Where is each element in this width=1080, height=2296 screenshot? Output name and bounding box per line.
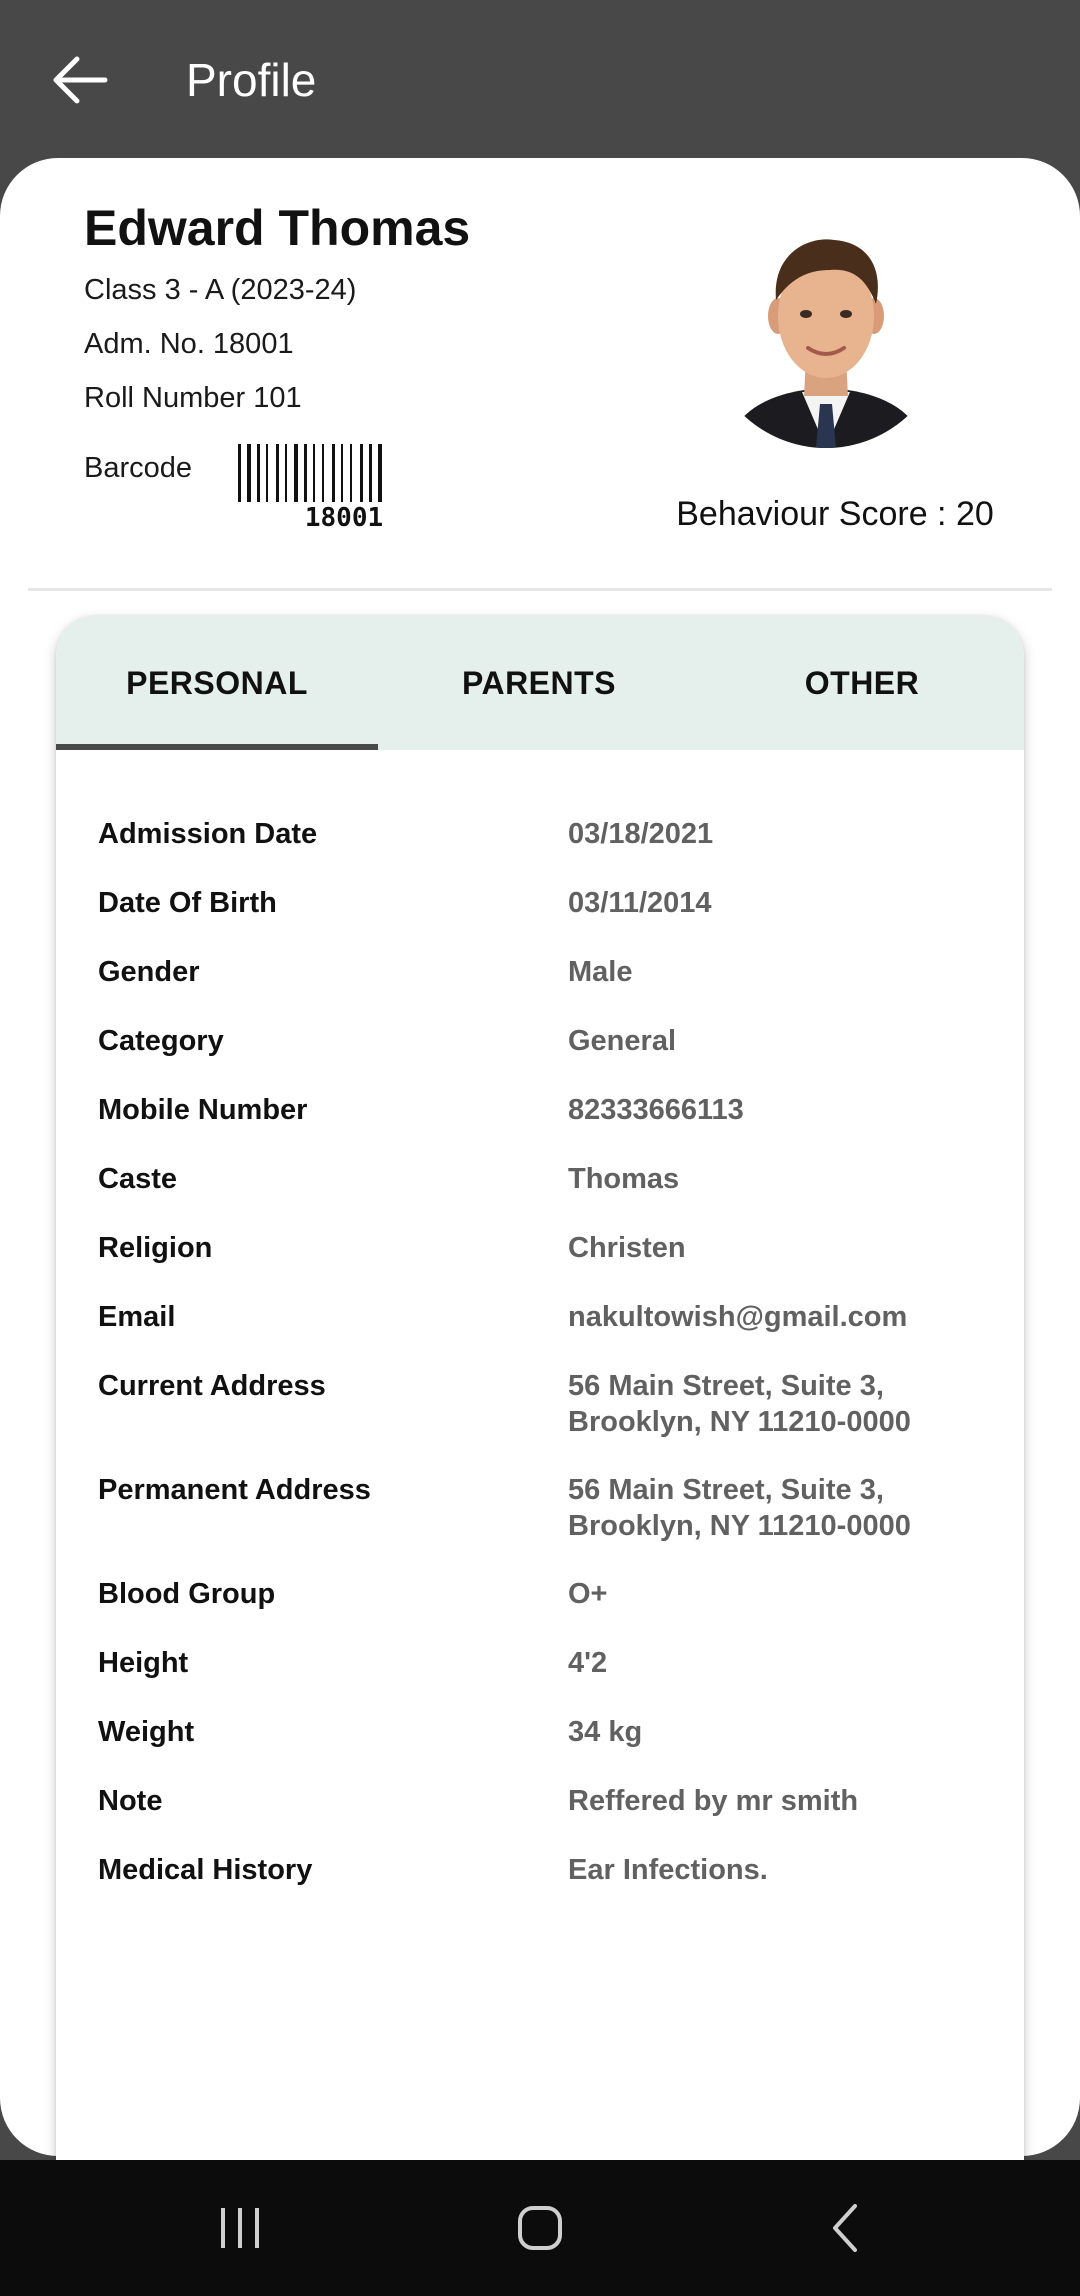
detail-value: nakultowish@gmail.com <box>568 1301 908 1333</box>
recents-button[interactable] <box>190 2188 290 2268</box>
home-button[interactable] <box>490 2188 590 2268</box>
detail-value: Male <box>568 956 633 988</box>
tab-bar <box>56 616 1024 750</box>
system-nav-bar <box>0 2160 1080 2296</box>
arrow-left-icon <box>51 54 109 106</box>
tab-other[interactable]: OTHER <box>804 664 920 701</box>
detail-value: General <box>568 1025 676 1057</box>
selected-tab-indicator <box>56 744 378 750</box>
admission-number: Adm. No. 18001 <box>84 328 294 360</box>
back-button[interactable] <box>40 40 120 120</box>
nav-back-icon <box>825 2202 865 2254</box>
detail-value: 03/11/2014 <box>568 887 712 919</box>
tab-personal[interactable]: PERSONAL <box>126 664 308 701</box>
student-name: Edward Thomas <box>84 200 471 256</box>
detail-label: Height <box>98 1647 189 1679</box>
detail-value: 56 Main Street, Suite 3, Brooklyn, NY 11210-0000 <box>568 1474 911 1542</box>
detail-value: Ear Infections. <box>568 1854 768 1886</box>
detail-value: 56 Main Street, Suite 3, Brooklyn, NY 11210-0000 <box>568 1370 911 1438</box>
barcode-image <box>236 444 464 530</box>
detail-label: Blood Group <box>98 1578 276 1610</box>
page-title: Profile <box>186 54 317 106</box>
detail-value: 03/18/2021 <box>568 818 714 850</box>
detail-label: Email <box>98 1301 176 1333</box>
nav-back-button[interactable] <box>795 2188 895 2268</box>
detail-label: Date Of Birth <box>98 887 277 919</box>
detail-value: 4'2 <box>568 1647 608 1679</box>
detail-value: Reffered by mr smith <box>568 1785 859 1817</box>
student-photo <box>706 208 946 448</box>
profile-sheet <box>0 158 1080 2156</box>
detail-value: 82333666113 <box>568 1094 744 1126</box>
detail-label: Note <box>98 1785 163 1817</box>
barcode-number: 18001 <box>304 503 384 530</box>
tab-parents[interactable]: PARENTS <box>461 664 617 701</box>
details-card <box>56 616 1024 2288</box>
divider <box>28 588 1052 591</box>
roll-number: Roll Number 101 <box>84 382 302 414</box>
detail-label: Admission Date <box>98 818 318 850</box>
detail-label: Gender <box>98 956 200 988</box>
detail-value: Thomas <box>568 1163 680 1195</box>
detail-value: O+ <box>568 1578 608 1610</box>
home-icon <box>515 2203 565 2253</box>
detail-label: Permanent Address <box>98 1474 371 1506</box>
detail-label: Religion <box>98 1232 213 1264</box>
detail-label: Category <box>98 1025 224 1057</box>
detail-value: 34 kg <box>568 1716 643 1748</box>
behaviour-score: Behaviour Score : 20 <box>676 495 994 533</box>
barcode-label: Barcode <box>84 452 193 484</box>
detail-label: Medical History <box>98 1854 313 1886</box>
detail-label: Caste <box>98 1163 177 1195</box>
recents-icon <box>215 2205 265 2251</box>
student-class: Class 3 - A (2023-24) <box>84 274 357 306</box>
detail-label: Weight <box>98 1716 195 1748</box>
detail-value: Christen <box>568 1232 686 1264</box>
app-bar <box>0 0 1080 160</box>
detail-label: Current Address <box>98 1370 326 1402</box>
detail-label: Mobile Number <box>98 1094 308 1126</box>
